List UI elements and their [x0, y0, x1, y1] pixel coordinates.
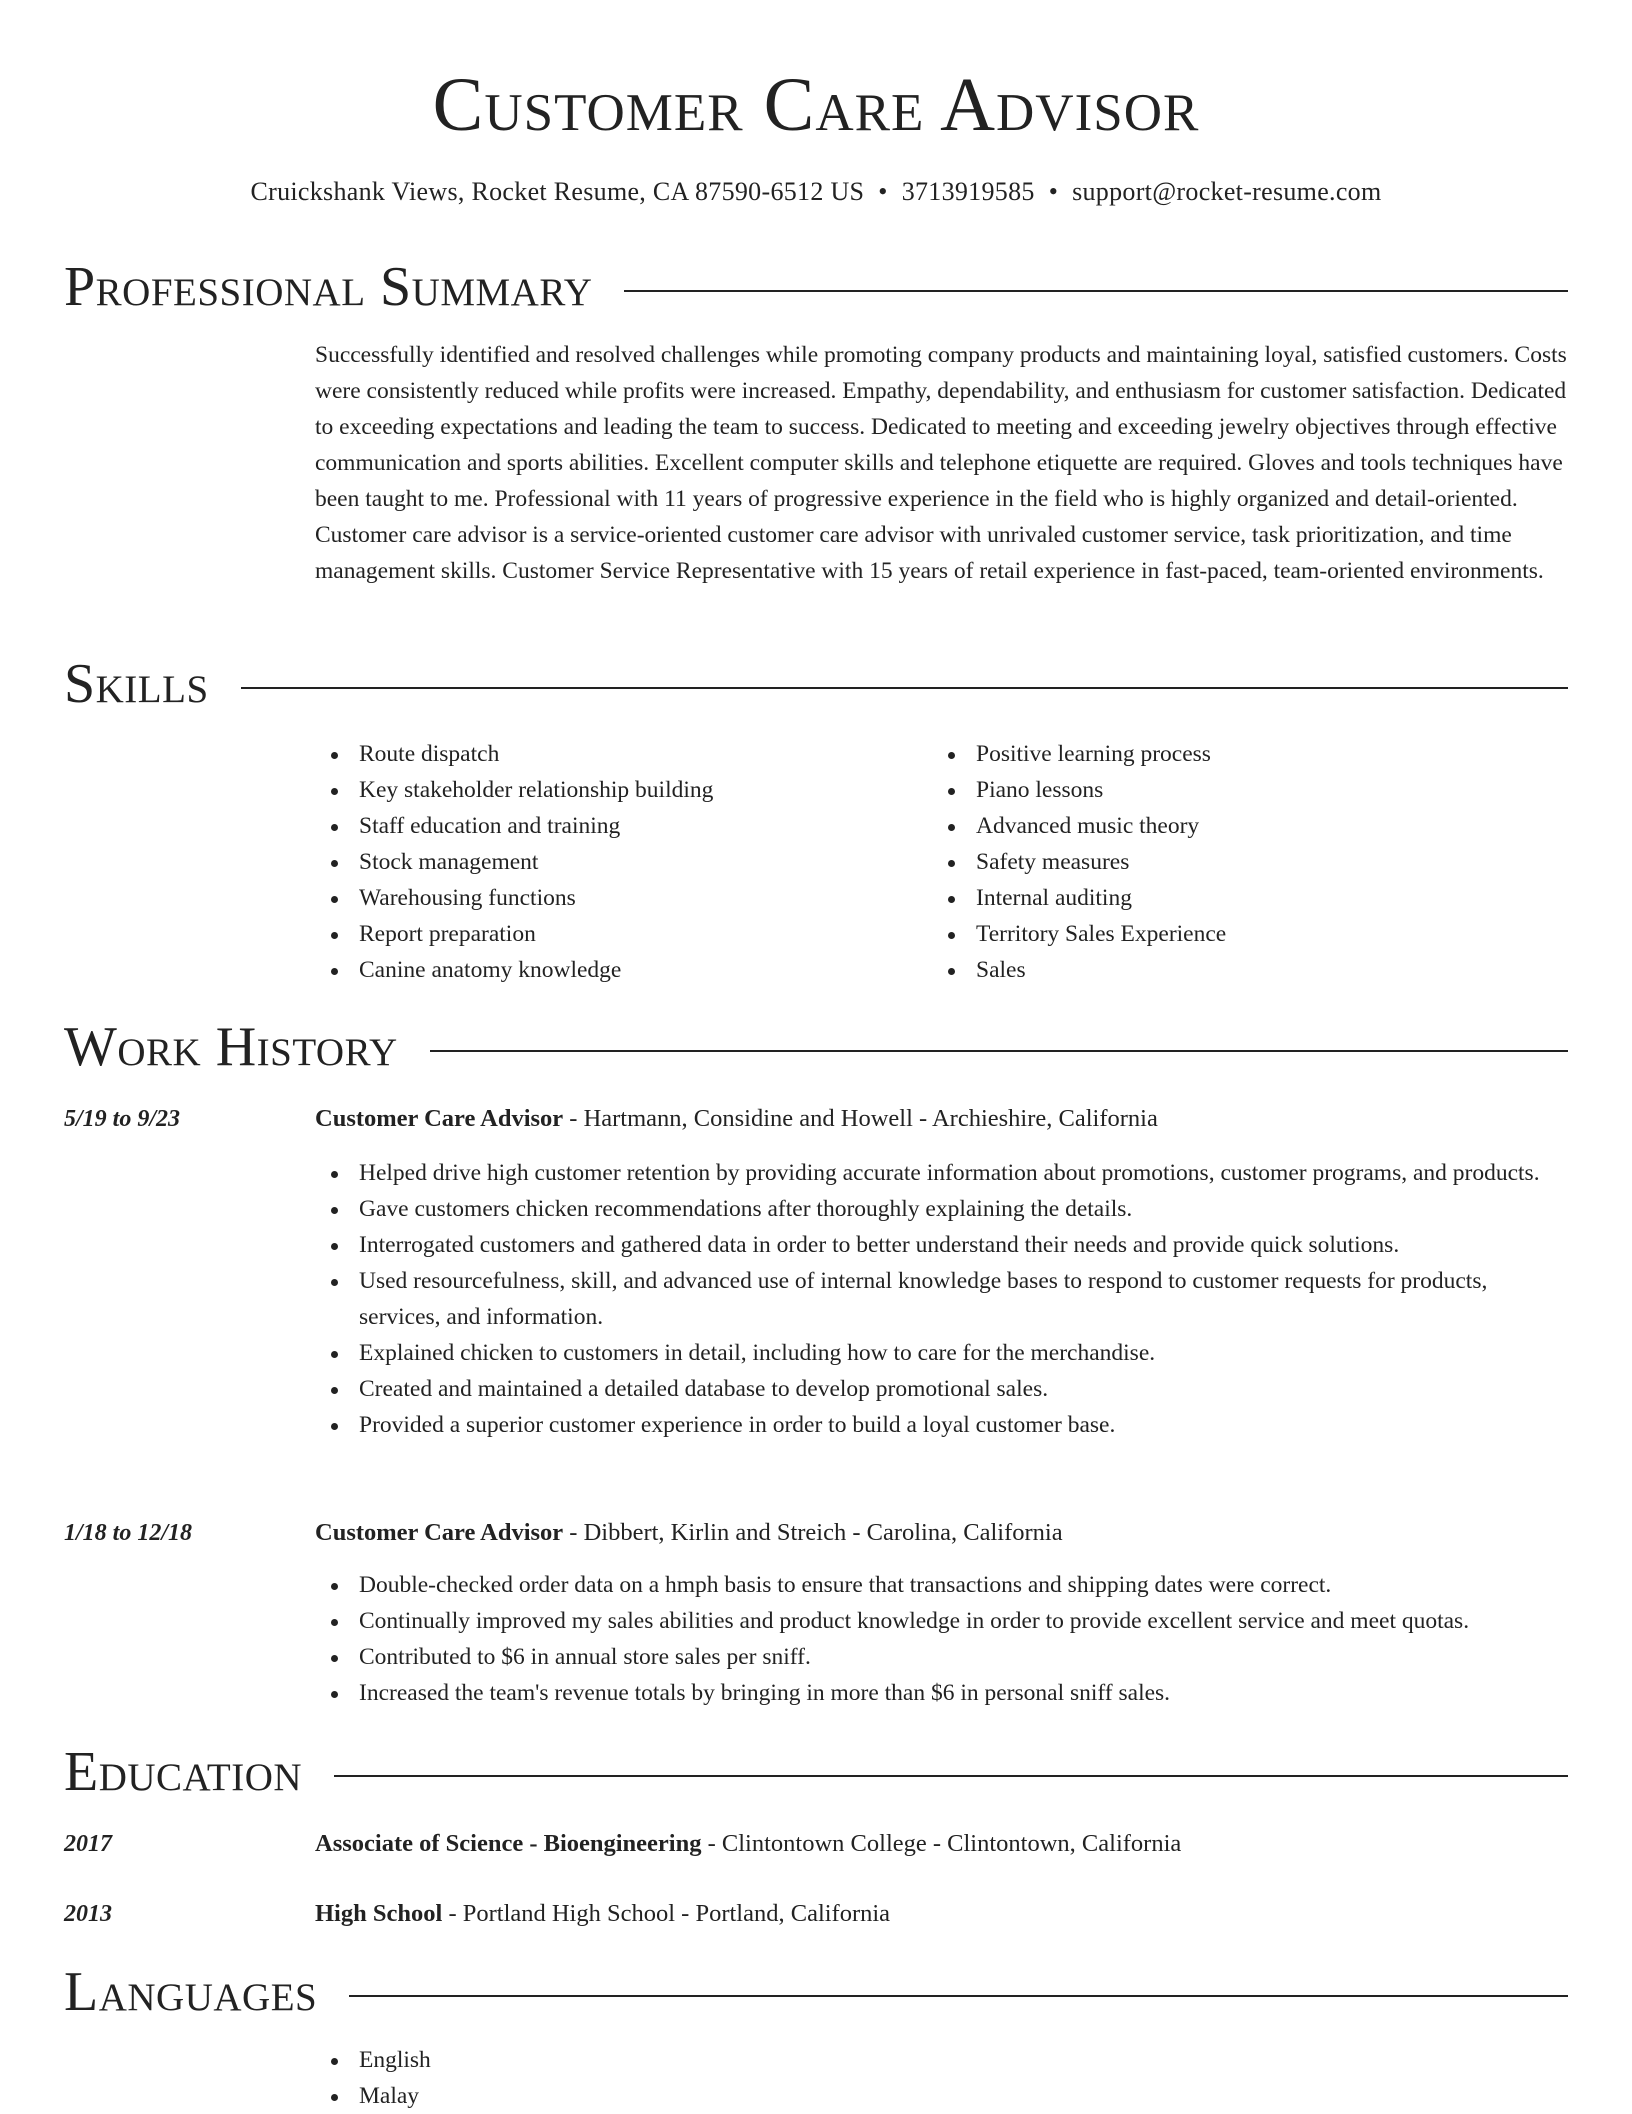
skill-item: Staff education and training [315, 808, 875, 844]
work-employer: - Hartmann, Considine and Howell - Archieshire, California [563, 1105, 1158, 1132]
section-title-summary: Professional Summary [64, 256, 593, 318]
work-bullet: Contributed to $6 in annual store sales per sniff. [315, 1639, 1568, 1675]
skill-item: Canine anatomy knowledge [315, 952, 875, 988]
section-title-skills: Skills [64, 653, 209, 715]
language-item: Malay [315, 2078, 915, 2114]
contact-address: Cruickshank Views, Rocket Resume, CA 87590-6512 US [250, 177, 865, 206]
skill-item: Sales [932, 952, 1492, 988]
work-heading [315, 1101, 1568, 1137]
section-divider [430, 1050, 1568, 1052]
education-degree: Associate of Science - Bioengineering [315, 1830, 702, 1857]
section-divider [624, 290, 1568, 292]
resume-name-title: Customer Care Advisor [432, 63, 1200, 147]
work-heading [315, 1515, 1568, 1551]
work-bullet: Double-checked order data on a hmph basis to ensure that transactions and shipping dates were correct. [315, 1567, 1568, 1603]
section-divider [334, 1775, 1568, 1777]
skill-item: Route dispatch [315, 736, 875, 772]
work-bullet: Created and maintained a detailed database to develop promotional sales. [315, 1371, 1568, 1407]
skill-item: Key stakeholder relationship building [315, 772, 875, 808]
work-section-header [64, 1015, 1568, 1079]
skill-item: Piano lessons [932, 772, 1492, 808]
section-divider [241, 687, 1568, 689]
skill-item: Internal auditing [932, 880, 1492, 916]
contact-line [64, 174, 1568, 210]
contact-separator: • [878, 177, 888, 206]
skill-item: Stock management [315, 844, 875, 880]
education-year: 2017 [64, 1831, 112, 1857]
work-dates: 1/18 to 12/18 [64, 1520, 193, 1546]
skill-item: Safety measures [932, 844, 1492, 880]
skill-item: Advanced music theory [932, 808, 1492, 844]
education-school: - Portland High School - Portland, California [442, 1900, 891, 1927]
section-title-languages: Languages [64, 1961, 318, 2023]
contact-phone: 3713919585 [901, 177, 1035, 206]
work-bullet: Provided a superior customer experience in order to build a loyal customer base. [315, 1407, 1568, 1443]
section-title-work: Work History [64, 1016, 398, 1078]
contact-separator: • [1048, 177, 1059, 206]
work-dates: 5/19 to 9/23 [64, 1106, 181, 1132]
work-bullets [315, 1567, 1568, 1711]
education-heading [315, 1826, 1568, 1862]
skill-item: Positive learning process [932, 736, 1492, 772]
summary-paragraph: Successfully identified and resolved challenges while promoting company products and maintaining loyal, satisfied customers. Costs were consistently reduced while profits were increased. Empathy, dependability, and enthusiasm for customer satisfaction. Dedicated to exceeding expectations and leading the team to success. Dedicated to meeting and exceeding jewelry objectives through effective communication and sports abilities. Excellent computer skills and telephone etiquette are required. Gloves and tools techniques have been taught to me. Professional with 11 years of progressive experience in the field who is highly organized and detail-oriented. Customer care advisor is a service-oriented customer care advisor with unrivaled customer service, task prioritization, and time management skills. Customer Service Representative with 15 years of retail experience in fast-paced, team-oriented environments. [315, 342, 1567, 584]
work-bullet: Explained chicken to customers in detail, including how to care for the merchandise. [315, 1335, 1568, 1371]
skill-item: Warehousing functions [315, 880, 875, 916]
languages-list [315, 2042, 915, 2114]
work-title: Customer Care Advisor [315, 1105, 564, 1132]
education-school: - Clintontown College - Clintontown, California [701, 1830, 1182, 1857]
work-bullets [315, 1155, 1568, 1443]
education-degree: High School [315, 1900, 443, 1927]
work-bullet: Gave customers chicken recommendations after thoroughly explaining the details. [315, 1191, 1568, 1227]
work-title: Customer Care Advisor [315, 1519, 564, 1546]
section-title-education: Education [64, 1741, 303, 1803]
education-heading [315, 1896, 1568, 1932]
work-employer: - Dibbert, Kirlin and Streich - Carolina, California [563, 1519, 1063, 1546]
skills-list-right [932, 736, 1492, 988]
education-section-header [64, 1740, 1568, 1804]
work-bullet: Helped drive high customer retention by providing accurate information about promotions, customer programs, and products. [315, 1155, 1568, 1191]
skills-list-left [315, 736, 875, 988]
education-year: 2013 [64, 1901, 112, 1927]
language-item: English [315, 2042, 915, 2078]
skill-item: Territory Sales Experience [932, 916, 1492, 952]
skills-section-header [64, 652, 1568, 716]
summary-section-header [64, 255, 1568, 319]
work-bullet: Used resourcefulness, skill, and advanced use of internal knowledge bases to respond to customer requests for products, services, and information. [315, 1263, 1568, 1335]
work-bullet: Interrogated customers and gathered data in order to better understand their needs and provide quick solutions. [315, 1227, 1568, 1263]
languages-section-header [64, 1960, 1568, 2024]
work-bullet: Continually improved my sales abilities and product knowledge in order to provide excellent service and meet quotas. [315, 1603, 1568, 1639]
skill-item: Report preparation [315, 916, 875, 952]
contact-email: support@rocket-resume.com [1072, 177, 1382, 206]
section-divider [349, 1995, 1568, 1997]
work-bullet: Increased the team's revenue totals by bringing in more than $6 in personal sniff sales. [315, 1675, 1568, 1711]
